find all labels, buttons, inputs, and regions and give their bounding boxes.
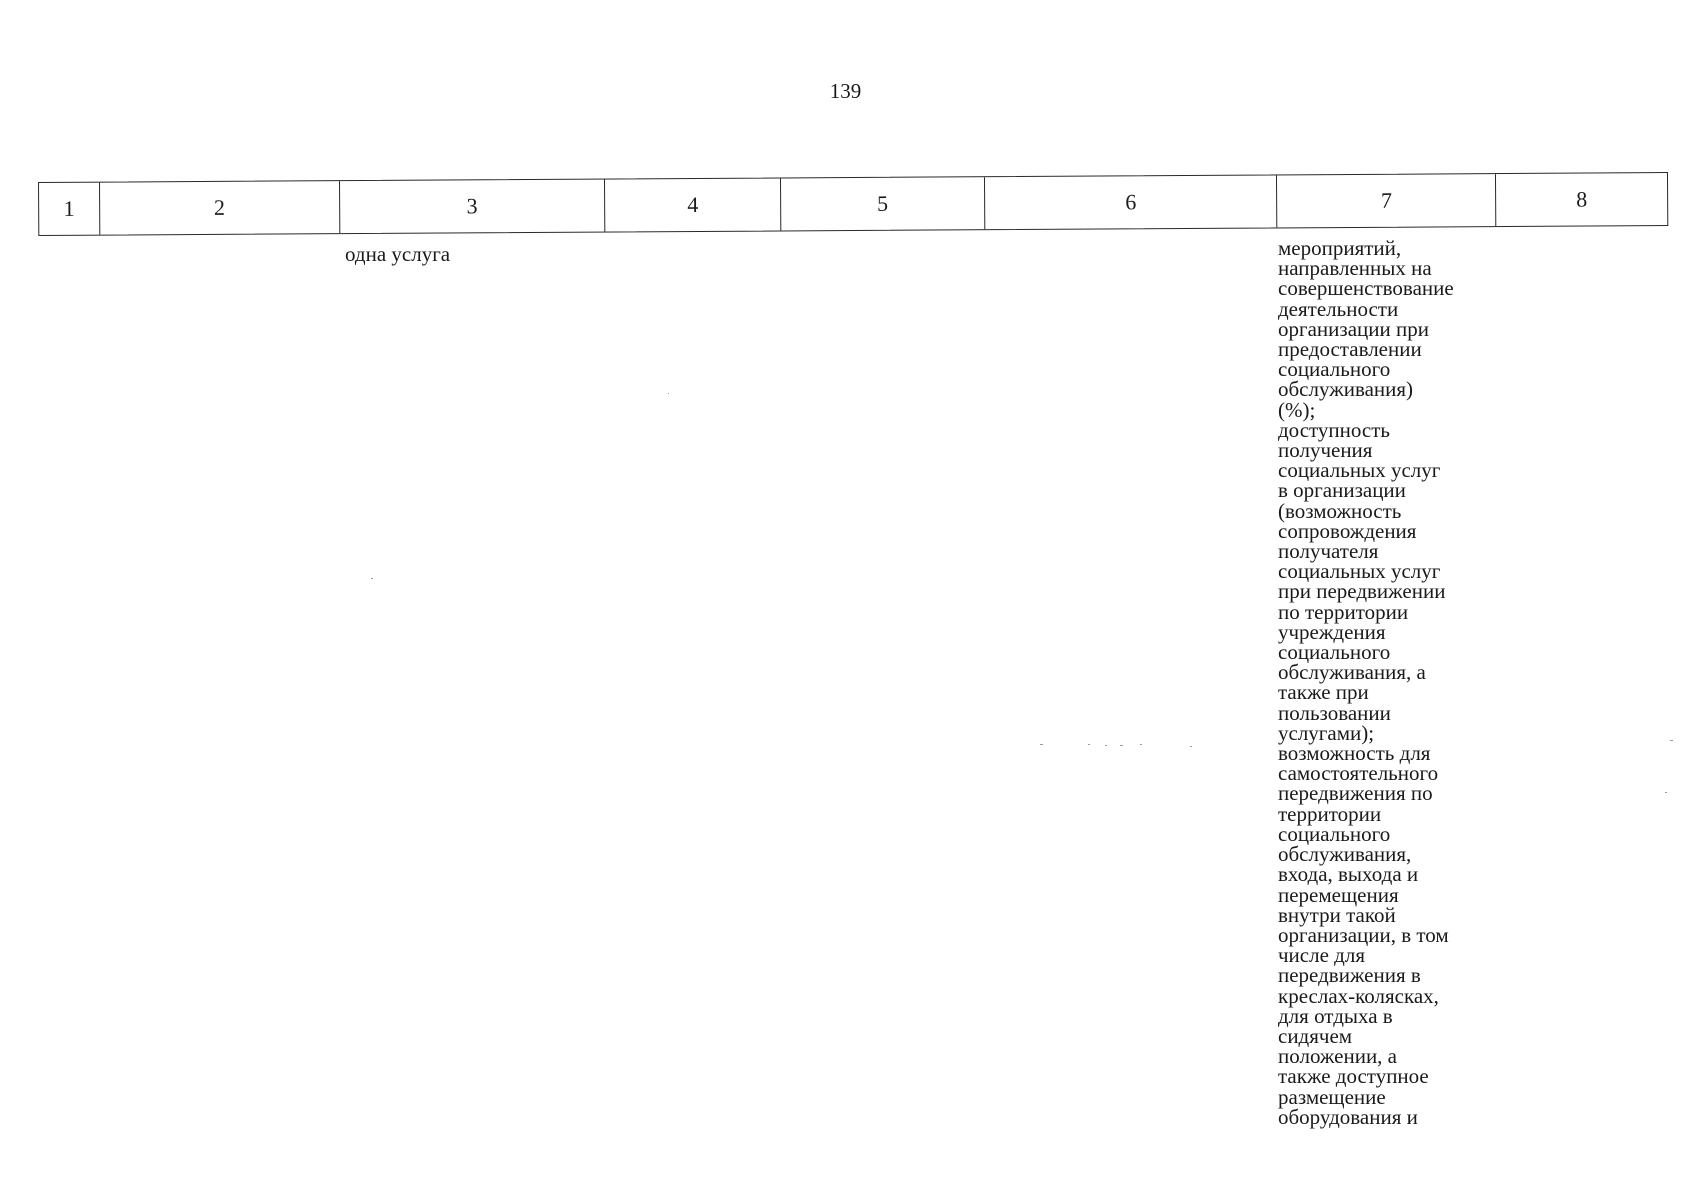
column-7-line: числе для: [1278, 943, 1365, 968]
table-header-row: [38, 172, 1668, 236]
column-7-line: перемещения: [1278, 882, 1399, 907]
column-7-line: организации, в том: [1278, 922, 1449, 947]
column-7-line: для отдыха в: [1278, 1003, 1393, 1028]
column-7-line: социального: [1278, 821, 1391, 846]
column-7-line: социальных услуг: [1278, 559, 1441, 584]
column-7-line: организации при: [1278, 316, 1429, 341]
scan-speck: [371, 578, 373, 579]
column-7-line: социального: [1278, 357, 1391, 382]
column-7-line: передвижения в: [1278, 963, 1421, 988]
column-7-line: получателя: [1278, 539, 1379, 564]
scan-speck: [1140, 744, 1142, 745]
column-7-line: внутри такой: [1278, 902, 1396, 927]
scan-speck: [1040, 744, 1043, 745]
header-cell-1: 1: [39, 183, 100, 235]
column-7-line: социального: [1278, 640, 1391, 665]
column-7-line: при передвижении: [1278, 579, 1446, 604]
column-7-line: доступность: [1278, 417, 1391, 442]
column-7-line: совершенствование: [1278, 276, 1454, 301]
column-7-line: также доступное: [1278, 1064, 1429, 1089]
column-7-line: положении, а: [1278, 1044, 1398, 1069]
column-7-line: обслуживания, а: [1278, 660, 1426, 685]
header-cell-3: 3: [340, 180, 606, 234]
column-3-cell-text: одна услуга: [345, 242, 451, 266]
header-cell-4: 4: [605, 178, 781, 231]
column-7-line: передвижения по: [1278, 781, 1433, 806]
scan-speck: [1665, 792, 1667, 793]
column-7-line: направленных на: [1278, 256, 1432, 281]
column-7-line: деятельности: [1278, 296, 1399, 321]
scan-speck: [1120, 745, 1123, 746]
column-7-line: (возможность: [1278, 498, 1402, 523]
scan-speck: [1088, 744, 1090, 745]
scan-speck: [1190, 746, 1192, 747]
column-7-line: (%);: [1278, 397, 1316, 422]
column-7-line: оборудования и: [1278, 1104, 1418, 1129]
column-7-line: территории: [1278, 801, 1382, 826]
header-cell-7: 7: [1277, 174, 1496, 227]
column-7-line: социальных услуг: [1278, 458, 1441, 483]
column-7-line: сидячем: [1278, 1023, 1353, 1048]
column-7-line: предоставлении: [1278, 337, 1422, 362]
column-7-line: по территории: [1278, 599, 1409, 624]
column-7-line: размещение: [1278, 1084, 1386, 1109]
column-7-cell-text: [1278, 238, 1508, 1127]
column-7-line: входа, выхода и: [1278, 862, 1419, 887]
column-7-line: возможность для: [1278, 741, 1431, 766]
column-7-line: получения: [1278, 438, 1373, 463]
column-7-line: сопровождения: [1278, 518, 1417, 543]
column-7-line: креслах-колясках,: [1278, 983, 1439, 1008]
column-7-line: мероприятий,: [1278, 236, 1402, 260]
column-7-line: обслуживания): [1278, 377, 1414, 402]
column-7-line: в организации: [1278, 478, 1406, 503]
scan-speck: [1670, 740, 1673, 741]
header-cell-8: 8: [1576, 186, 1588, 212]
column-7-line: также при: [1278, 680, 1369, 705]
header-cell-6: 6: [985, 175, 1278, 229]
header-cell-2: 2: [100, 181, 340, 234]
column-7-line: учреждения: [1278, 619, 1386, 644]
scan-speck: [1105, 745, 1107, 746]
column-7-line: пользовании: [1278, 700, 1391, 725]
column-7-line: услугами);: [1278, 720, 1375, 745]
scan-speck: [668, 393, 669, 394]
column-7-line: самостоятельного: [1278, 761, 1439, 786]
header-cell-5: 5: [781, 177, 985, 230]
page-number: 139: [829, 79, 862, 103]
column-7-line: обслуживания,: [1278, 842, 1412, 867]
